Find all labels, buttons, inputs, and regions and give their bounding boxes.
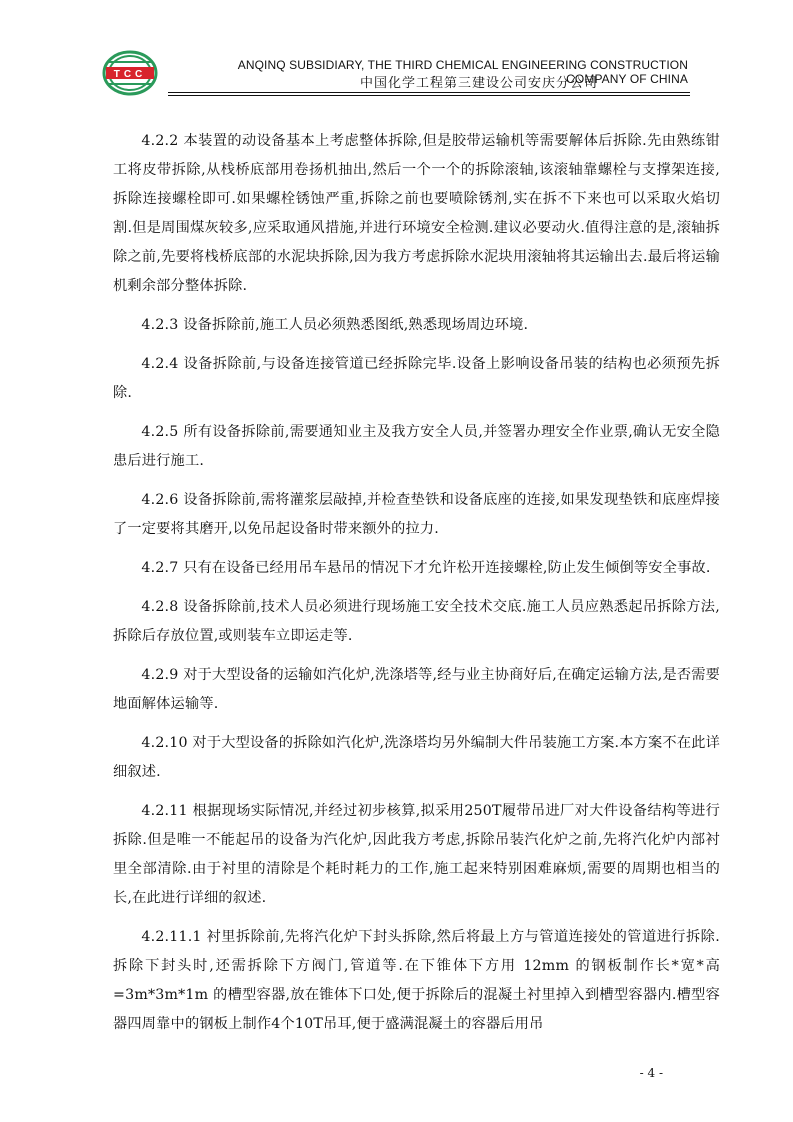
paragraph-4-2-6: 4.2.6 设备拆除前,需将灌浆层敲掉,并检查垫铁和设备底座的连接,如果发现垫铁和底座焊接了一定要将其磨开,以免吊起设备时带来额外的拉力.: [113, 492, 720, 537]
paragraph-4-2-11: 4.2.11 根据现场实际情况,并经过初步核算,拟采用250T履带吊进厂对大件设备结构等进行拆除.但是唯一不能起吊的设备为汽化炉,因此我方考虑,拆除吊装汽化炉之前,先将汽化炉内部衬里全部清除.由于衬里的清除是个耗时耗力的工作,施工起来特别困难麻烦,需要的周期也相当的长,在此进行详细的叙述.: [113, 803, 720, 906]
paragraph-4-2-9: 4.2.9 对于大型设备的运输如汽化炉,洗涤塔等,经与业主协商好后,在确定运输方法,是否需要地面解体运输等.: [113, 667, 720, 712]
header-company-english: ANQINQ SUBSIDIARY, THE THIRD CHEMICAL ENGINEERING CONSTRUCTION COMPANY OF CHINA: [237, 58, 688, 86]
svg-text:TCC: TCC: [113, 69, 147, 80]
paragraph-4-2-3: 4.2.3 设备拆除前,施工人员必须熟悉图纸,熟悉现场周边环境.: [141, 317, 529, 333]
company-logo: [102, 50, 158, 96]
document-body: [113, 127, 720, 1049]
paragraph-4-2-11-1: 4.2.11.1 衬里拆除前,先将汽化炉下封头拆除,然后将最上方与管道连接处的管道进行拆除.拆除下封头时,还需拆除下方阀门,管道等.在下锥体下方用 12mm 的钢板制作长*宽*高=3m*3m*1m 的槽型容器,放在锥体下口处,便于拆除后的混凝土衬里掉入到槽型容器内.槽型容器四周靠中的钢板上制作4个10T吊耳,便于盛满混凝土的容器后用吊: [113, 929, 720, 1032]
paragraph-4-2-4: 4.2.4 设备拆除前,与设备连接管道已经拆除完毕.设备上影响设备吊装的结构也必须预先拆除.: [113, 356, 720, 401]
paragraph-4-2-5: 4.2.5 所有设备拆除前,需要通知业主及我方安全人员,并签署办理安全作业票,确认无安全隐患后进行施工.: [113, 424, 720, 469]
header-rule-secondary: [168, 95, 690, 96]
paragraph-4-2-10: 4.2.10 对于大型设备的拆除如汽化炉,洗涤塔均另外编制大件吊装施工方案.本方案不在此详细叙述.: [113, 735, 720, 780]
page-number: - 4 -: [639, 1066, 663, 1080]
paragraph-4-2-7: 4.2.7 只有在设备已经用吊车悬吊的情况下才允许松开连接螺栓,防止发生倾倒等安全事故.: [141, 560, 711, 576]
header-company-chinese: 中国化学工程第三建设公司安庆分公司: [359, 76, 598, 91]
paragraph-4-2-2: 4.2.2 本装置的动设备基本上考虑整体拆除,但是胶带运输机等需要解体后拆除.先由熟练钳工将皮带拆除,从栈桥底部用卷扬机抽出,然后一个一个的拆除滚轴,该滚轴靠螺栓与支撑架连接,拆除连接螺栓即可.如果螺栓锈蚀严重,拆除之前也要喷除锈剂,实在拆不下来也可以采取火焰切割.但是周围煤灰较多,应采取通风措施,并进行环境安全检测.建议必要动火.值得注意的是,滚轴拆除之前,先要将栈桥底部的水泥块拆除,因为我方考虑拆除水泥块用滚轴将其运输出去.最后将运输机剩余部分整体拆除.: [113, 133, 720, 294]
paragraph-4-2-8: 4.2.8 设备拆除前,技术人员必须进行现场施工安全技术交底.施工人员应熟悉起吊拆除方法,拆除后存放位置,或则装车立即运走等.: [113, 599, 720, 644]
header-rule: [168, 92, 690, 93]
